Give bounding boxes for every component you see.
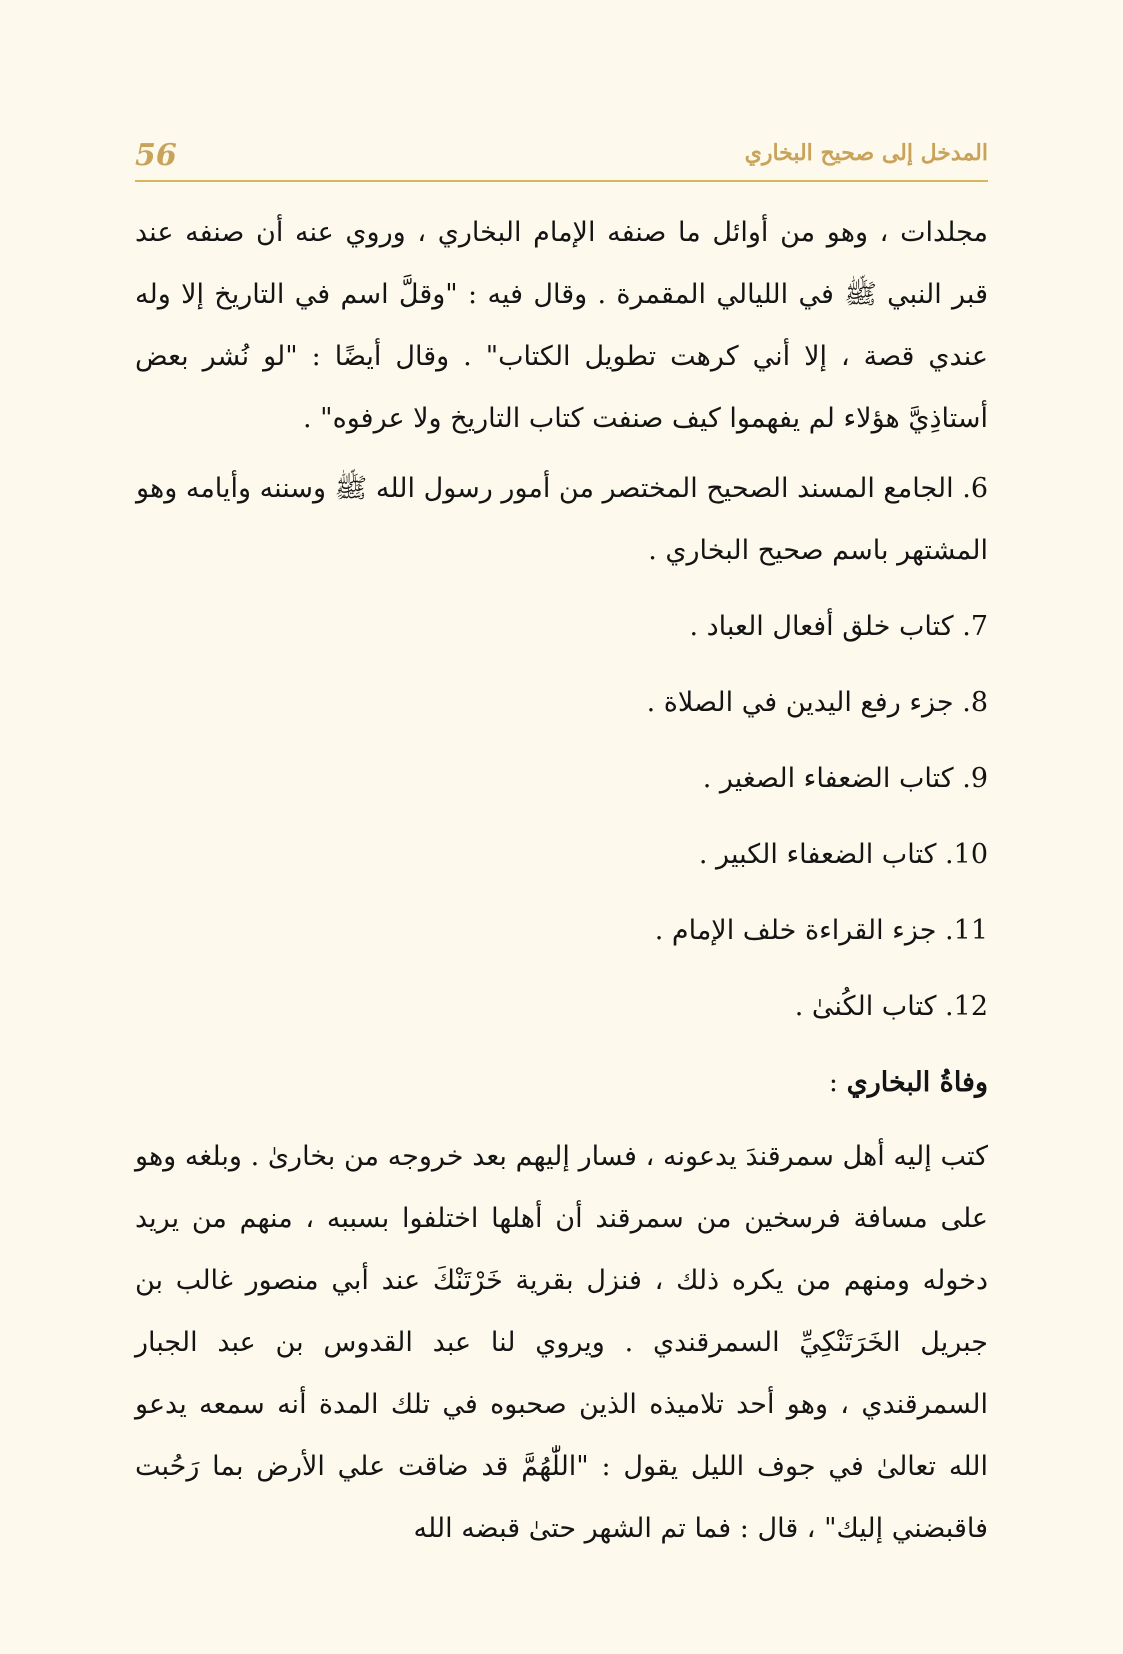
item-text: جزء القراءة خلف الإمام . xyxy=(654,915,937,946)
item-text: جزء رفع اليدين في الصلاة . xyxy=(646,687,954,718)
item-number: 12. xyxy=(945,991,988,1022)
item-text: كتاب الضعفاء الصغير . xyxy=(702,763,954,794)
list-item xyxy=(135,976,988,1038)
list-item xyxy=(135,824,988,886)
item-text: كتاب الكُنىٰ . xyxy=(794,991,937,1022)
intro-paragraph: مجلدات ، وهو من أوائل ما صنفه الإمام البخاري ، وروي عنه أن صنفه عند قبر النبي ﷺ في الليالي المقمرة . وقال فيه : "وقلَّ اسم في التاريخ إلا وله عندي قصة ، إلا أني كرهت تطويل الكتاب" . وقال أيضًا : "لو نُشر بعض أستاذِيَّ هؤلاء لم يفهموا كيف صنفت كتاب التاريخ ولا عرفوه" . xyxy=(135,217,988,434)
item-number: 8. xyxy=(962,687,988,718)
running-title: المدخل إلى صحيح البخاري xyxy=(744,140,988,166)
item-number: 9. xyxy=(962,763,988,794)
list-item xyxy=(135,748,988,810)
section-heading xyxy=(135,1052,988,1114)
page-number: 56 xyxy=(135,138,177,173)
list-item xyxy=(135,672,988,734)
item-number: 7. xyxy=(962,611,988,642)
item-text: كتاب خلق أفعال العباد . xyxy=(689,611,954,642)
item-number: 6. xyxy=(962,473,988,504)
list-item xyxy=(135,458,988,582)
section-paragraph: كتب إليه أهل سمرقندَ يدعونه ، فسار إليهم بعد خروجه من بخارىٰ . وبلغه وهو على مسافة فرسخين من سمرقند أن أهلها اختلفوا بسببه ، منهم من يريد دخوله ومنهم من يكره ذلك ، فنزل بقرية خَرْتَنْكَ عند أبي منصور غالب بن جبريل الخَرَتَنْكِيِّ السمرقندي . ويروي لنا عبد القدوس بن عبد الجبار السمرقندي ، وهو أحد تلاميذه الذين صحبوه في تلك المدة أنه سمعه يدعو الله تعالىٰ في جوف الليل يقول : "اللّٰهُمَّ قد ضاقت علي الأرض بما رَحُبت فاقبضني إليك" ، قال : فما تم الشهر حتىٰ قبضه الله xyxy=(135,1141,988,1544)
item-text: كتاب الضعفاء الكبير . xyxy=(698,839,937,870)
list-item xyxy=(135,900,988,962)
section-heading-text: وفاةُ البخاري xyxy=(846,1067,988,1098)
item-number: 11. xyxy=(945,915,988,946)
list-item xyxy=(135,596,988,658)
item-text: الجامع المسند الصحيح المختصر من أمور رسول الله ﷺ وسننه وأيامه وهو المشتهر باسم صحيح البخاري . xyxy=(136,473,988,566)
item-number: 10. xyxy=(945,839,988,870)
works-list xyxy=(135,458,988,1038)
page-header xyxy=(135,132,988,182)
page-body xyxy=(135,202,988,1568)
section-heading-colon: : xyxy=(828,1067,847,1098)
